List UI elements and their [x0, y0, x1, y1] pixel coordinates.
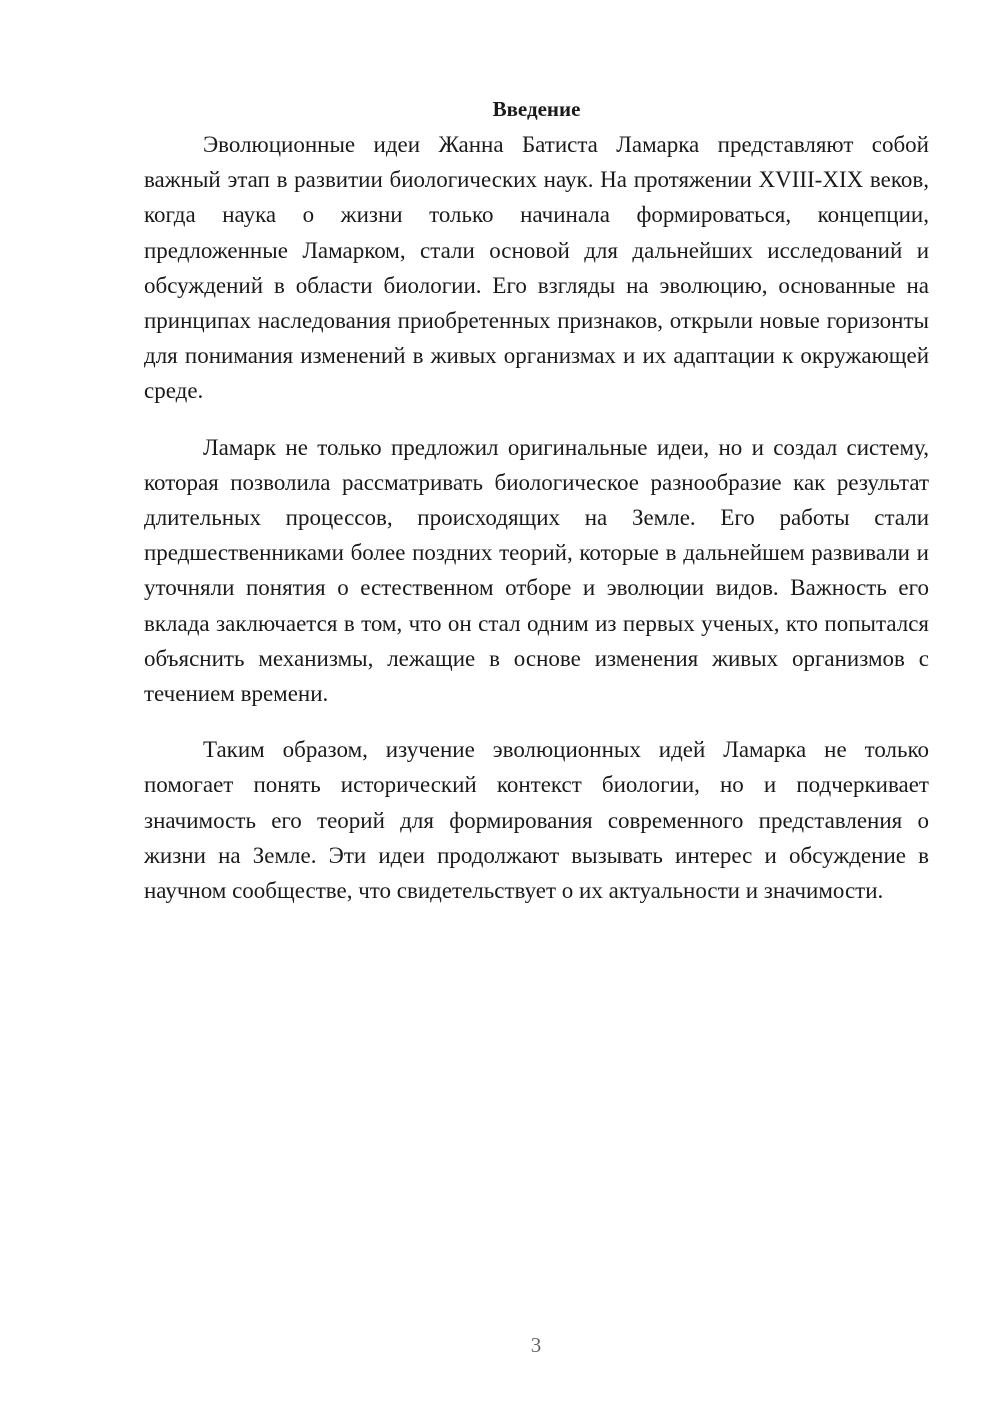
paragraph-2: Ламарк не только предложил оригинальные идеи, но и создал систему, которая позволила рассматривать биологическое разнообразие как результат длительных процессов, происходящих на Земле. Его работы стали предшественниками более поздних теорий, которые в дальнейшем развивали и уточняли понятия о естественном отборе и эволюции видов. Важность его вклада заключается в том, что он стал одним из первых ученых, кто попытался объяснить механизмы, лежащие в основе изменения живых организмов с течением времени. — [144, 434, 929, 707]
page-number: 3 — [530, 1333, 542, 1357]
page-content — [144, 92, 929, 908]
paragraph-3: Таким образом, изучение эволюционных идей Ламарка не только помогает понять исторический контекст биологии, но и подчеркивает значимость его теорий для формирования современного представления о жизни на Земле. Эти идеи продолжают вызывать интерес и обсуждение в научном сообществе, что свидетельствует о их актуальности и значимости. — [144, 737, 929, 904]
paragraph-1: Эволюционные идеи Жанна Батиста Ламарка представляют собой важный этап в развитии биологических наук. На протяжении XVIII-XIX веков, когда наука о жизни только начинала формироваться, концепции, предложенные Ламарком, стали основой для дальнейших исследований и обсуждений в области биологии. Его взгляды на эволюцию, основанные на принципах наследования приобретенных признаков, открыли новые горизонты для понимания изменений в живых организмах и их адаптации к окружающей среде. — [144, 132, 929, 404]
section-heading: Введение — [492, 97, 581, 121]
